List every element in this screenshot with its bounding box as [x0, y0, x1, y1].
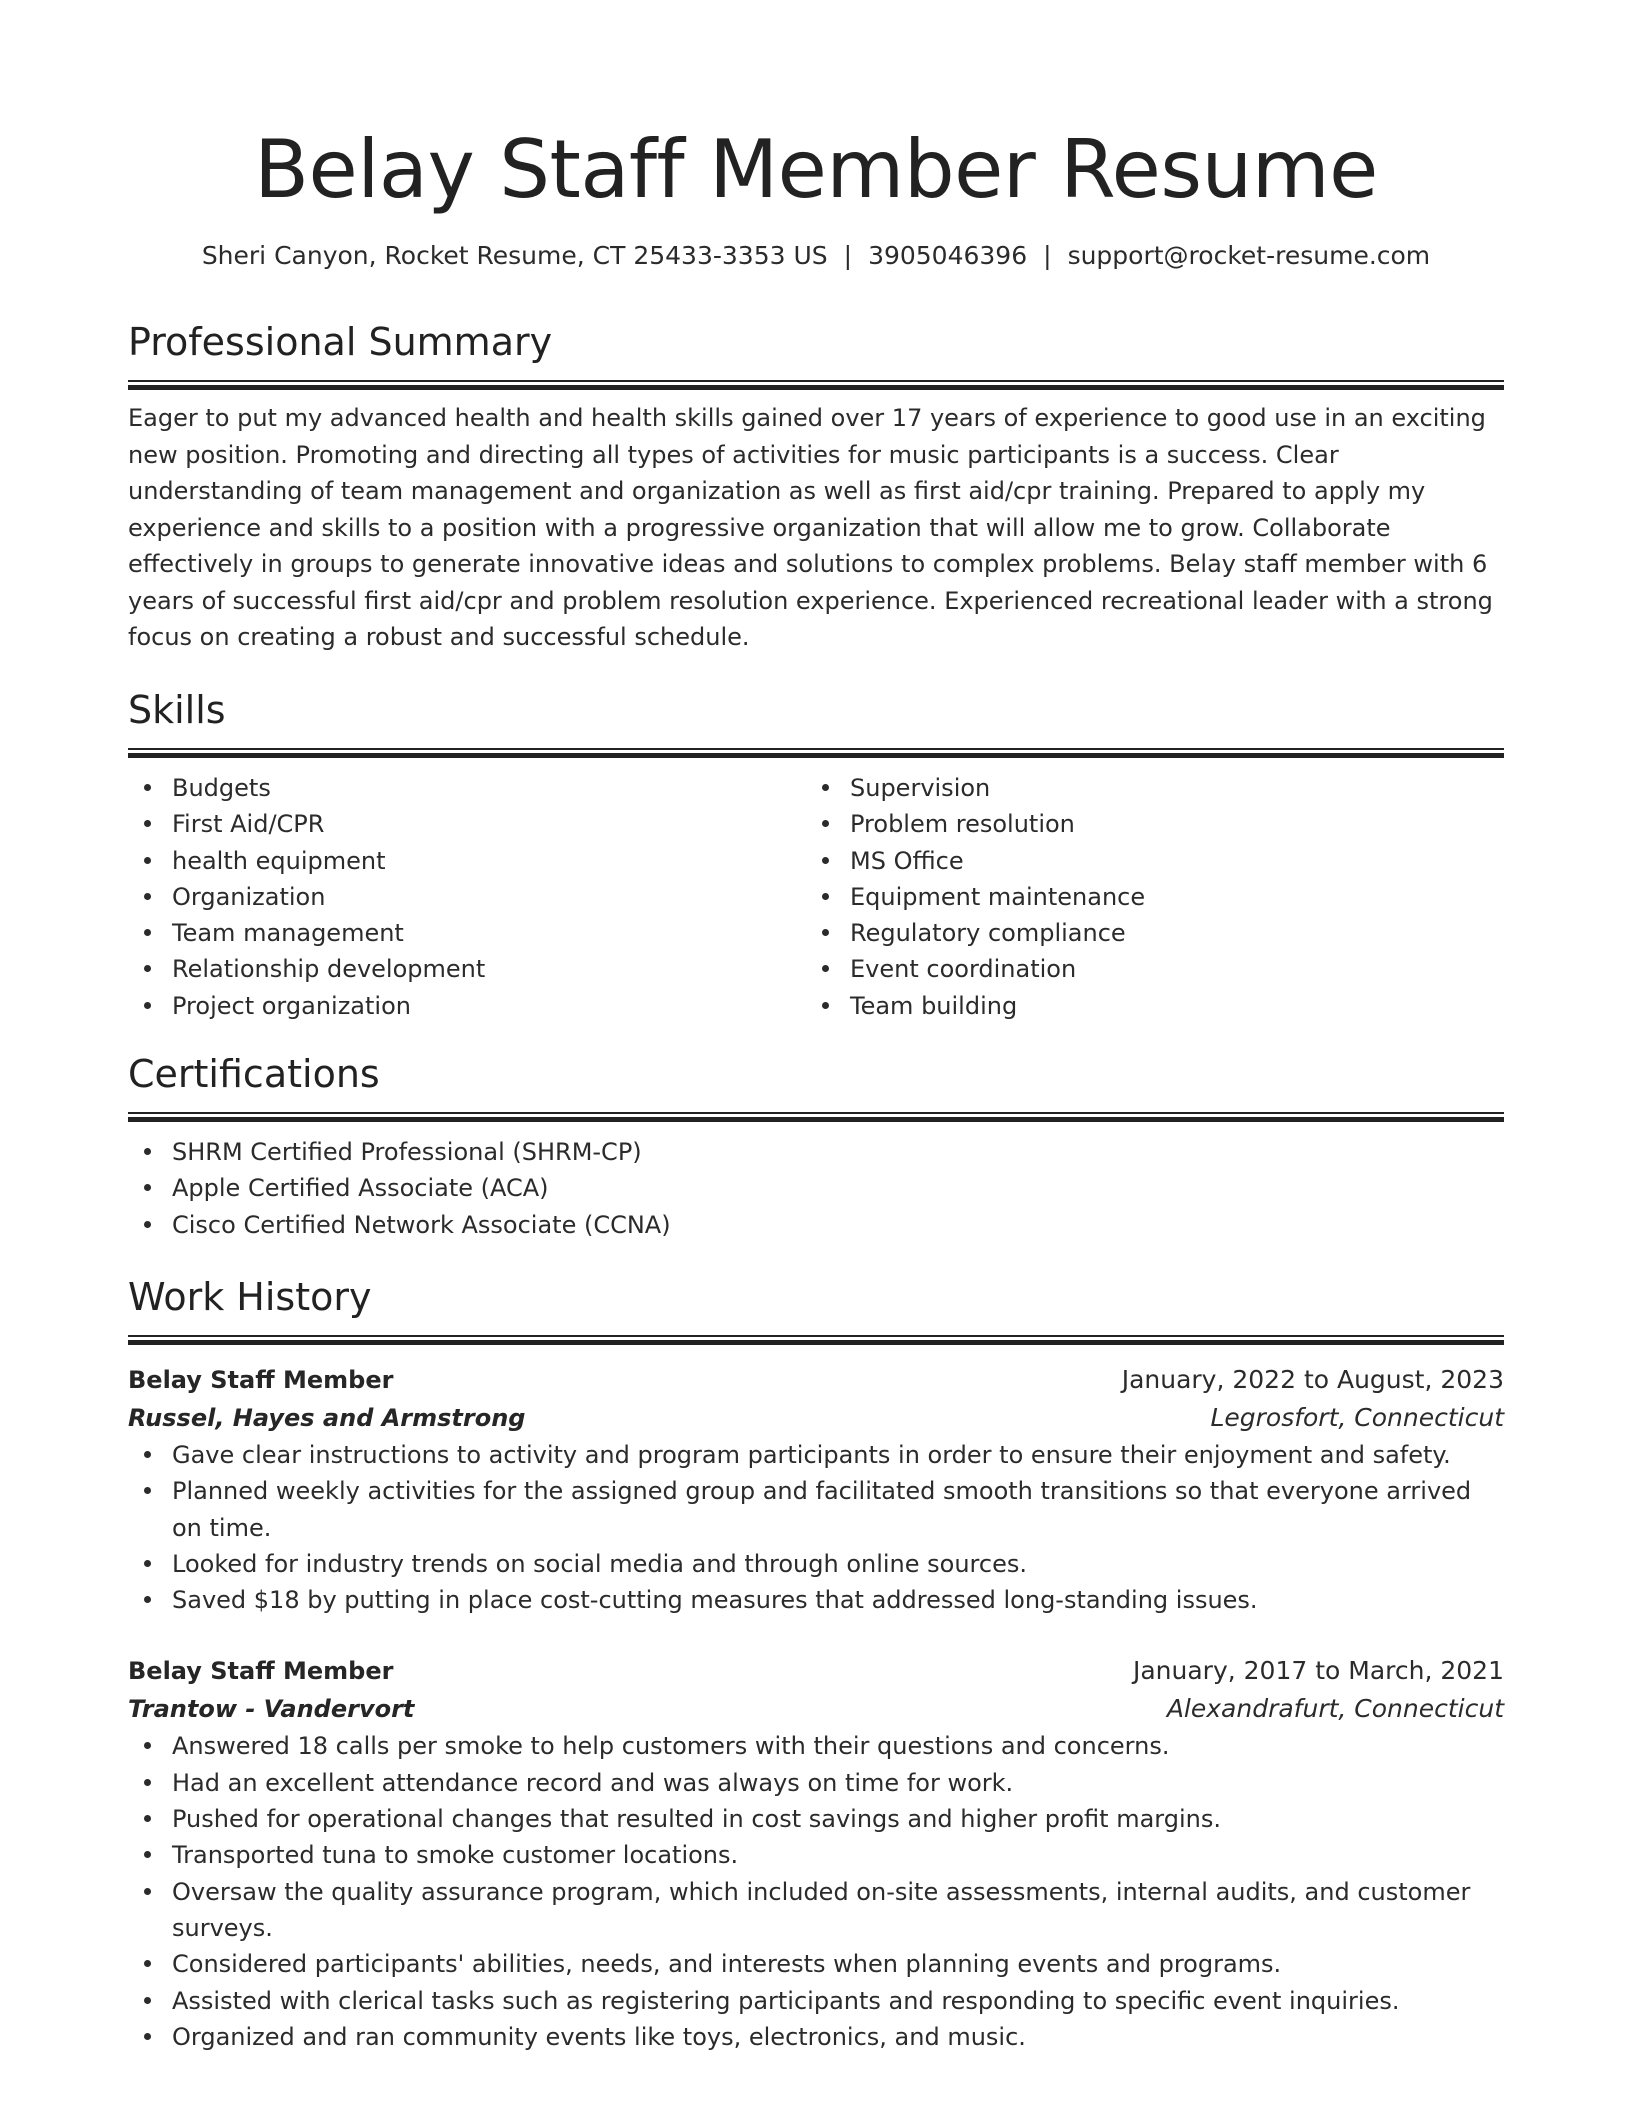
skills-grid	[128, 770, 1504, 1024]
job-company: Russel, Hayes and Armstrong	[128, 1404, 526, 1432]
job-bullet: Answered 18 calls per smoke to help customers with their questions and concerns.	[128, 1728, 1504, 1764]
job-bullet: Oversaw the quality assurance program, which included on-site assessments, internal audits, and customer surveys.	[128, 1874, 1504, 1947]
job-entry	[128, 1361, 1504, 1618]
job-location: Legrosfort, Connecticut	[1210, 1403, 1504, 1432]
certifications-section	[128, 1050, 1504, 1243]
job-header	[128, 1652, 1504, 1690]
job-bullet: Considered participants' abilities, needs, and interests when planning events and programs.	[128, 1946, 1504, 1982]
job-header	[128, 1361, 1504, 1399]
job-subheader	[128, 1690, 1504, 1728]
job-bullet: Organized and ran community events like toys, electronics, and music.	[128, 2019, 1504, 2055]
job-dates: January, 2017 to March, 2021	[1132, 1656, 1504, 1686]
skills-right-list	[806, 770, 1484, 1024]
section-divider	[128, 748, 1504, 758]
job-title: Belay Staff Member	[128, 1366, 394, 1394]
resume-title: Belay Staff Member Resume	[254, 123, 1378, 216]
section-divider	[128, 380, 1504, 390]
skill-item: health equipment	[128, 843, 806, 879]
skill-item: Problem resolution	[806, 806, 1484, 842]
skill-item: Organization	[128, 879, 806, 915]
job-bullet: Assisted with clerical tasks such as registering participants and responding to specific event inquiries.	[128, 1983, 1504, 2019]
job-bullet: Transported tuna to smoke customer locations.	[128, 1837, 1504, 1873]
skill-item: Relationship development	[128, 951, 806, 987]
job-bullet: Planned weekly activities for the assigned group and facilitated smooth transitions so that everyone arrived on time.	[128, 1473, 1504, 1546]
contact-phone: 3905046396	[868, 241, 1028, 270]
skill-item: Equipment maintenance	[806, 879, 1484, 915]
certification-item: Apple Certified Associate (ACA)	[128, 1170, 1504, 1206]
job-bullet: Gave clear instructions to activity and program participants in order to ensure their enjoyment and safety.	[128, 1437, 1504, 1473]
skill-item: Team management	[128, 915, 806, 951]
contact-separator: |	[1043, 241, 1052, 270]
job-location: Alexandrafurt, Connecticut	[1166, 1694, 1504, 1724]
skill-item: Team building	[806, 988, 1484, 1024]
contact-email: support@rocket-resume.com	[1067, 241, 1431, 270]
job-entry	[128, 1652, 1504, 2055]
skill-item: Regulatory compliance	[806, 915, 1484, 951]
summary-section	[128, 318, 1504, 656]
work-history-heading: Work History	[128, 1275, 372, 1319]
job-subheader	[128, 1399, 1504, 1437]
skill-item: Budgets	[128, 770, 806, 806]
job-bullet: Saved $18 by putting in place cost-cutting measures that addressed long-standing issues.	[128, 1582, 1504, 1618]
contact-address: Sheri Canyon, Rocket Resume, CT 25433-3353 US	[201, 241, 828, 270]
skill-item: MS Office	[806, 843, 1484, 879]
certification-item: Cisco Certified Network Associate (CCNA)	[128, 1207, 1504, 1243]
summary-text: Eager to put my advanced health and health skills gained over 17 years of experience to good use in an exciting new position. Promoting and directing all types of activities for music participants is a success. Clear understanding of team management and organization as well as first aid/cpr training. Prepared to apply my experience and skills to a position with a progressive organization that will allow me to grow. Collaborate effectively in groups to generate innovative ideas and solutions to complex problems. Belay staff member with 6 years of successful first aid/cpr and problem resolution experience. Experienced recreational leader with a strong focus on creating a robust and successful schedule.	[128, 404, 1493, 651]
skill-item: Supervision	[806, 770, 1484, 806]
skills-section	[128, 686, 1504, 1024]
certifications-list	[128, 1134, 1504, 1243]
job-dates: January, 2022 to August, 2023	[1121, 1365, 1504, 1394]
skill-item: First Aid/CPR	[128, 806, 806, 842]
skill-item: Event coordination	[806, 951, 1484, 987]
skill-item: Project organization	[128, 988, 806, 1024]
skills-heading: Skills	[128, 688, 226, 732]
job-bullet-list	[128, 1437, 1504, 1618]
contact-line	[128, 238, 1504, 274]
skills-left-list	[128, 770, 806, 1024]
work-history-section	[128, 1273, 1504, 2055]
summary-heading: Professional Summary	[128, 320, 553, 364]
job-company: Trantow - Vandervort	[128, 1695, 415, 1724]
job-bullet-list	[128, 1728, 1504, 2055]
job-bullet: Had an excellent attendance record and was always on time for work.	[128, 1765, 1504, 1801]
job-bullet: Pushed for operational changes that resulted in cost savings and higher profit margins.	[128, 1801, 1504, 1837]
certification-item: SHRM Certified Professional (SHRM-CP)	[128, 1134, 1504, 1170]
section-divider	[128, 1112, 1504, 1122]
job-bullet: Looked for industry trends on social media and through online sources.	[128, 1546, 1504, 1582]
job-title: Belay Staff Member	[128, 1657, 394, 1686]
section-divider	[128, 1335, 1504, 1345]
contact-separator: |	[843, 241, 853, 270]
certifications-heading: Certifications	[128, 1052, 380, 1096]
